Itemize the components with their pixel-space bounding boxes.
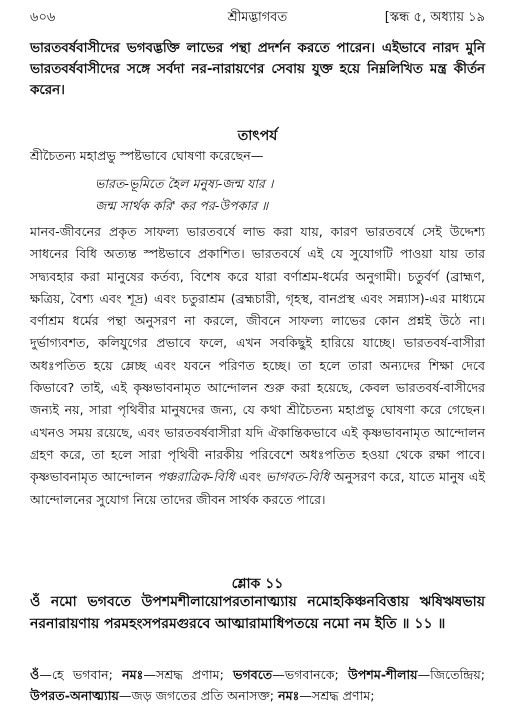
synonym-meaning: —হে ভগবান; <box>39 667 123 682</box>
purport-text: মানব-জীবনের প্রকৃত সাফল্য ভারতবর্ষে লাভ করা যায়, কারণ ভারতবর্ষে সেই উদ্দেশ্য সাধনের বিধি অত্যন্ত স্পষ্টভাবে প্রকাশিত। ভারতবর্ষে এই যে সুযোগটি পাওয়া যায় তার সদ্ব্যবহার করা মানুষের কর্তব্য, বিশেষ করে যারা বর্ণাশ্রম-ধর্মের অনুগামী। চতুর্বর্ণ (ব্রাহ্মণ, ক্ষত্রিয়, বৈশ্য এবং শূদ্র) এবং চতুরাশ্রম (ব্রহ্মচারী, গৃহস্থ, বানপ্রস্থ এবং সন্ন্যাস)-এর মাধ্যমে বর্ণাশ্রম ধর্মের পন্থা অনুসরণ না করলে, জীবনে সাফল্য লাভের কোন প্রশ্নই উঠে না। দুর্ভাগ্যবশত, কলিযুগের প্রভাবে ফলে, এখন সবকিছুই হারিয়ে যাচ্ছে। ভারতবর্ষ-বাসীরা অধঃপতিত হয়ে ম্লেচ্ছ এবং যবনে পরিণত হচ্ছে। তা হলে তারা অন্যদের শিক্ষা দেবে কিভাবে? তাই, এই কৃষ্ণভাবনামৃত আন্দোলন শুরু করা হয়েছে, কেবল ভারতবর্ষ-বাসীদের জন্যই নয়, সারা পৃথিবীর মানুষদের জন্য, যে কথা শ্রীচৈতন্য মহাপ্রভু ঘোষণা করে গেছেন। এখনও সময় রয়েছে, এবং ভারতবর্ষবাসীরা যদি ঐকান্তিকভাবে এই কৃষ্ণভাবনামৃত আন্দোলন গ্রহণ করে, তা হলে সারা পৃথিবী নারকীয় পরিবেশে অধঃপতিত হওয়া থেকে রক্ষা পাবে। কৃষ্ণভাবনামৃত আন্দোলন <box>30 224 485 485</box>
book-title: শ্রীমদ্ভাগবত <box>227 10 288 25</box>
page-header <box>30 8 485 30</box>
purport-intro: শ্রীচৈতন্য মহাপ্রভু স্পষ্টভাবে ঘোষণা করেছেন— <box>30 148 264 163</box>
page-number: ৬০৬ <box>30 10 56 25</box>
purport-heading: তাৎপর্য <box>237 128 278 144</box>
chapter-reference: [স্কন্ধ ৫, অধ্যায় ১৯ <box>384 10 485 25</box>
shloka-heading: শ্লোক ১১ <box>231 576 284 592</box>
synonym-term: ভগবতে <box>233 667 273 682</box>
synonym-meaning: —জড় জগতের প্রতি অনাসক্ত; <box>118 688 279 703</box>
synonym-meaning: —সশ্রদ্ধ প্রণাম; <box>299 688 375 703</box>
translation-paragraph: ভারতবর্ষবাসীদের ভগবদ্ভক্তি লাভের পন্থা প্রদর্শন করতে পারেন। এইভাবে নারদ মুনি ভারতবর্ষবাসীদের সঙ্গে সর্বদা নর-নারায়ণের সেবায় যুক্ত হয়ে নিম্নলিখিত মন্ত্র কীর্তন করেন। <box>30 41 485 98</box>
verse-line: জন্ম সার্থক করি' কর পর-উপকার ॥ <box>95 198 269 213</box>
synonym-term: নমঃ <box>278 688 300 703</box>
word-synonyms <box>30 664 485 706</box>
sanskrit-verse: ওঁ নমো ভগবতে উপশমশীলায়োপরতানাত্ম্যায় নমোহকিঞ্চনবিত্তায় ঋষিঋষভায় নরনারায়ণায় পরমহংসপরমগুরবে আত্মারামাধিপতয়ে নমো নম ইতি ॥ ১১ ॥ <box>30 594 485 632</box>
purport-italic-term: পঞ্চরাত্রিক-বিধি <box>156 469 235 485</box>
synonym-term: উপরত-অনাত্ম্যায় <box>30 688 119 703</box>
verse-line: ভারত-ভূমিতে হৈল মনুষ্য-জন্ম যার । <box>95 176 274 191</box>
purport-body <box>30 221 485 511</box>
synonym-term: উপশম-শীলায় <box>348 667 418 682</box>
quoted-verse <box>95 173 473 217</box>
synonym-meaning: —সশ্রদ্ধ প্রণাম; <box>143 667 234 682</box>
purport-text: এবং <box>234 469 266 485</box>
synonym-meaning: —ভগবানকে; <box>272 667 349 682</box>
purport-italic-term: ভাগবত-বিধি <box>265 469 330 485</box>
synonym-term: ওঁ <box>30 667 40 682</box>
synonym-term: নমঃ <box>122 667 144 682</box>
purport-text: অনুসরণ করে, যাতে মানুষ এই আন্দোলনের সুযোগ নিয়ে তাদের জীবন সার্থক করতে পারে। <box>30 469 485 507</box>
synonym-meaning: —জিতেন্দ্রিয়; <box>417 667 486 682</box>
